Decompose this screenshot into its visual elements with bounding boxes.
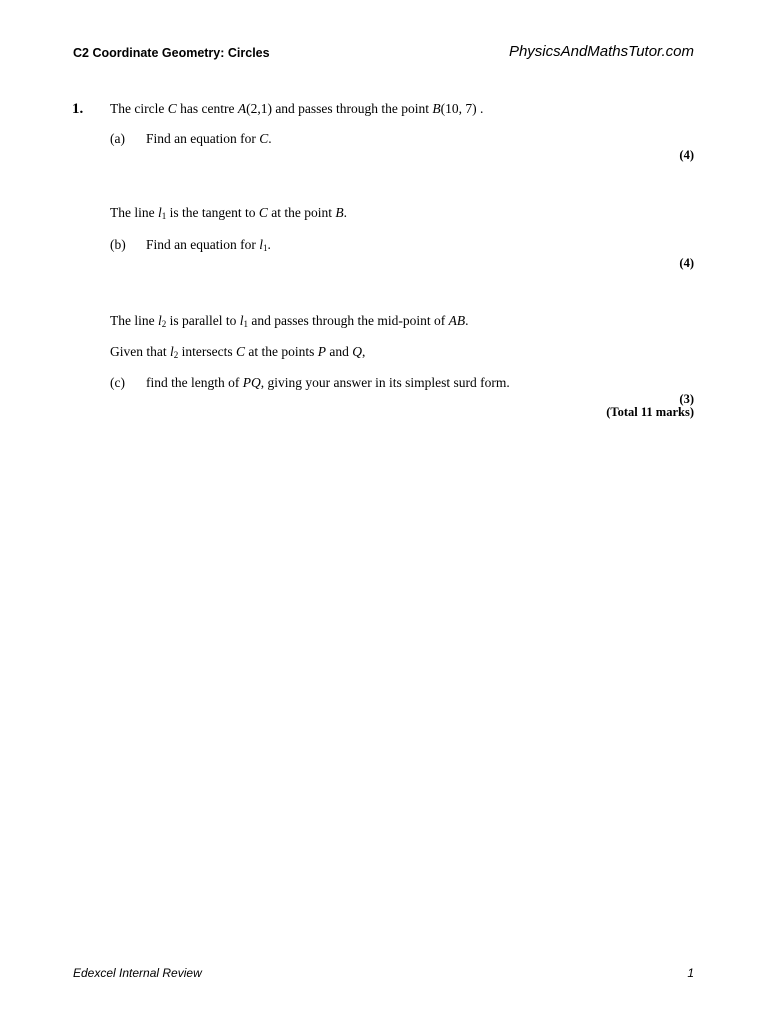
part-a-text: Find an equation for C. [146, 131, 272, 146]
part-a-label: (a) [110, 131, 125, 146]
footer-page-number: 1 [687, 966, 694, 980]
part-c-marks: (3) [679, 392, 694, 406]
footer-source: Edexcel Internal Review [73, 966, 202, 980]
parallel-statement: The line $l_2$ is parallel to $l_1$ and passes through the mid-point of AB. [110, 313, 469, 329]
header-site: PhysicsAndMathsTutor.com [508, 43, 694, 60]
part-b-label: (b) [110, 237, 126, 252]
question-number: 1. [72, 101, 84, 117]
question-stem: The circle C has centre A(2,1) and passes through the point B(10, 7) . [110, 101, 484, 116]
total-marks: (Total 11 marks) [606, 405, 694, 419]
tangent-statement: The line $l_1$ is the tangent to C at the point B. [110, 205, 347, 221]
part-a-marks: (4) [679, 148, 694, 162]
part-c-text: find the length of PQ, giving your answer in its simplest surd form. [146, 375, 510, 390]
header-title: C2 Coordinate Geometry: Circles [73, 46, 270, 60]
part-b-marks: (4) [679, 256, 694, 270]
given-statement: Given that $l_2$ intersects C at the points P and Q, [110, 344, 366, 360]
part-c-label: (c) [110, 375, 125, 390]
part-b-text: Find an equation for $l_1$. [146, 237, 271, 253]
